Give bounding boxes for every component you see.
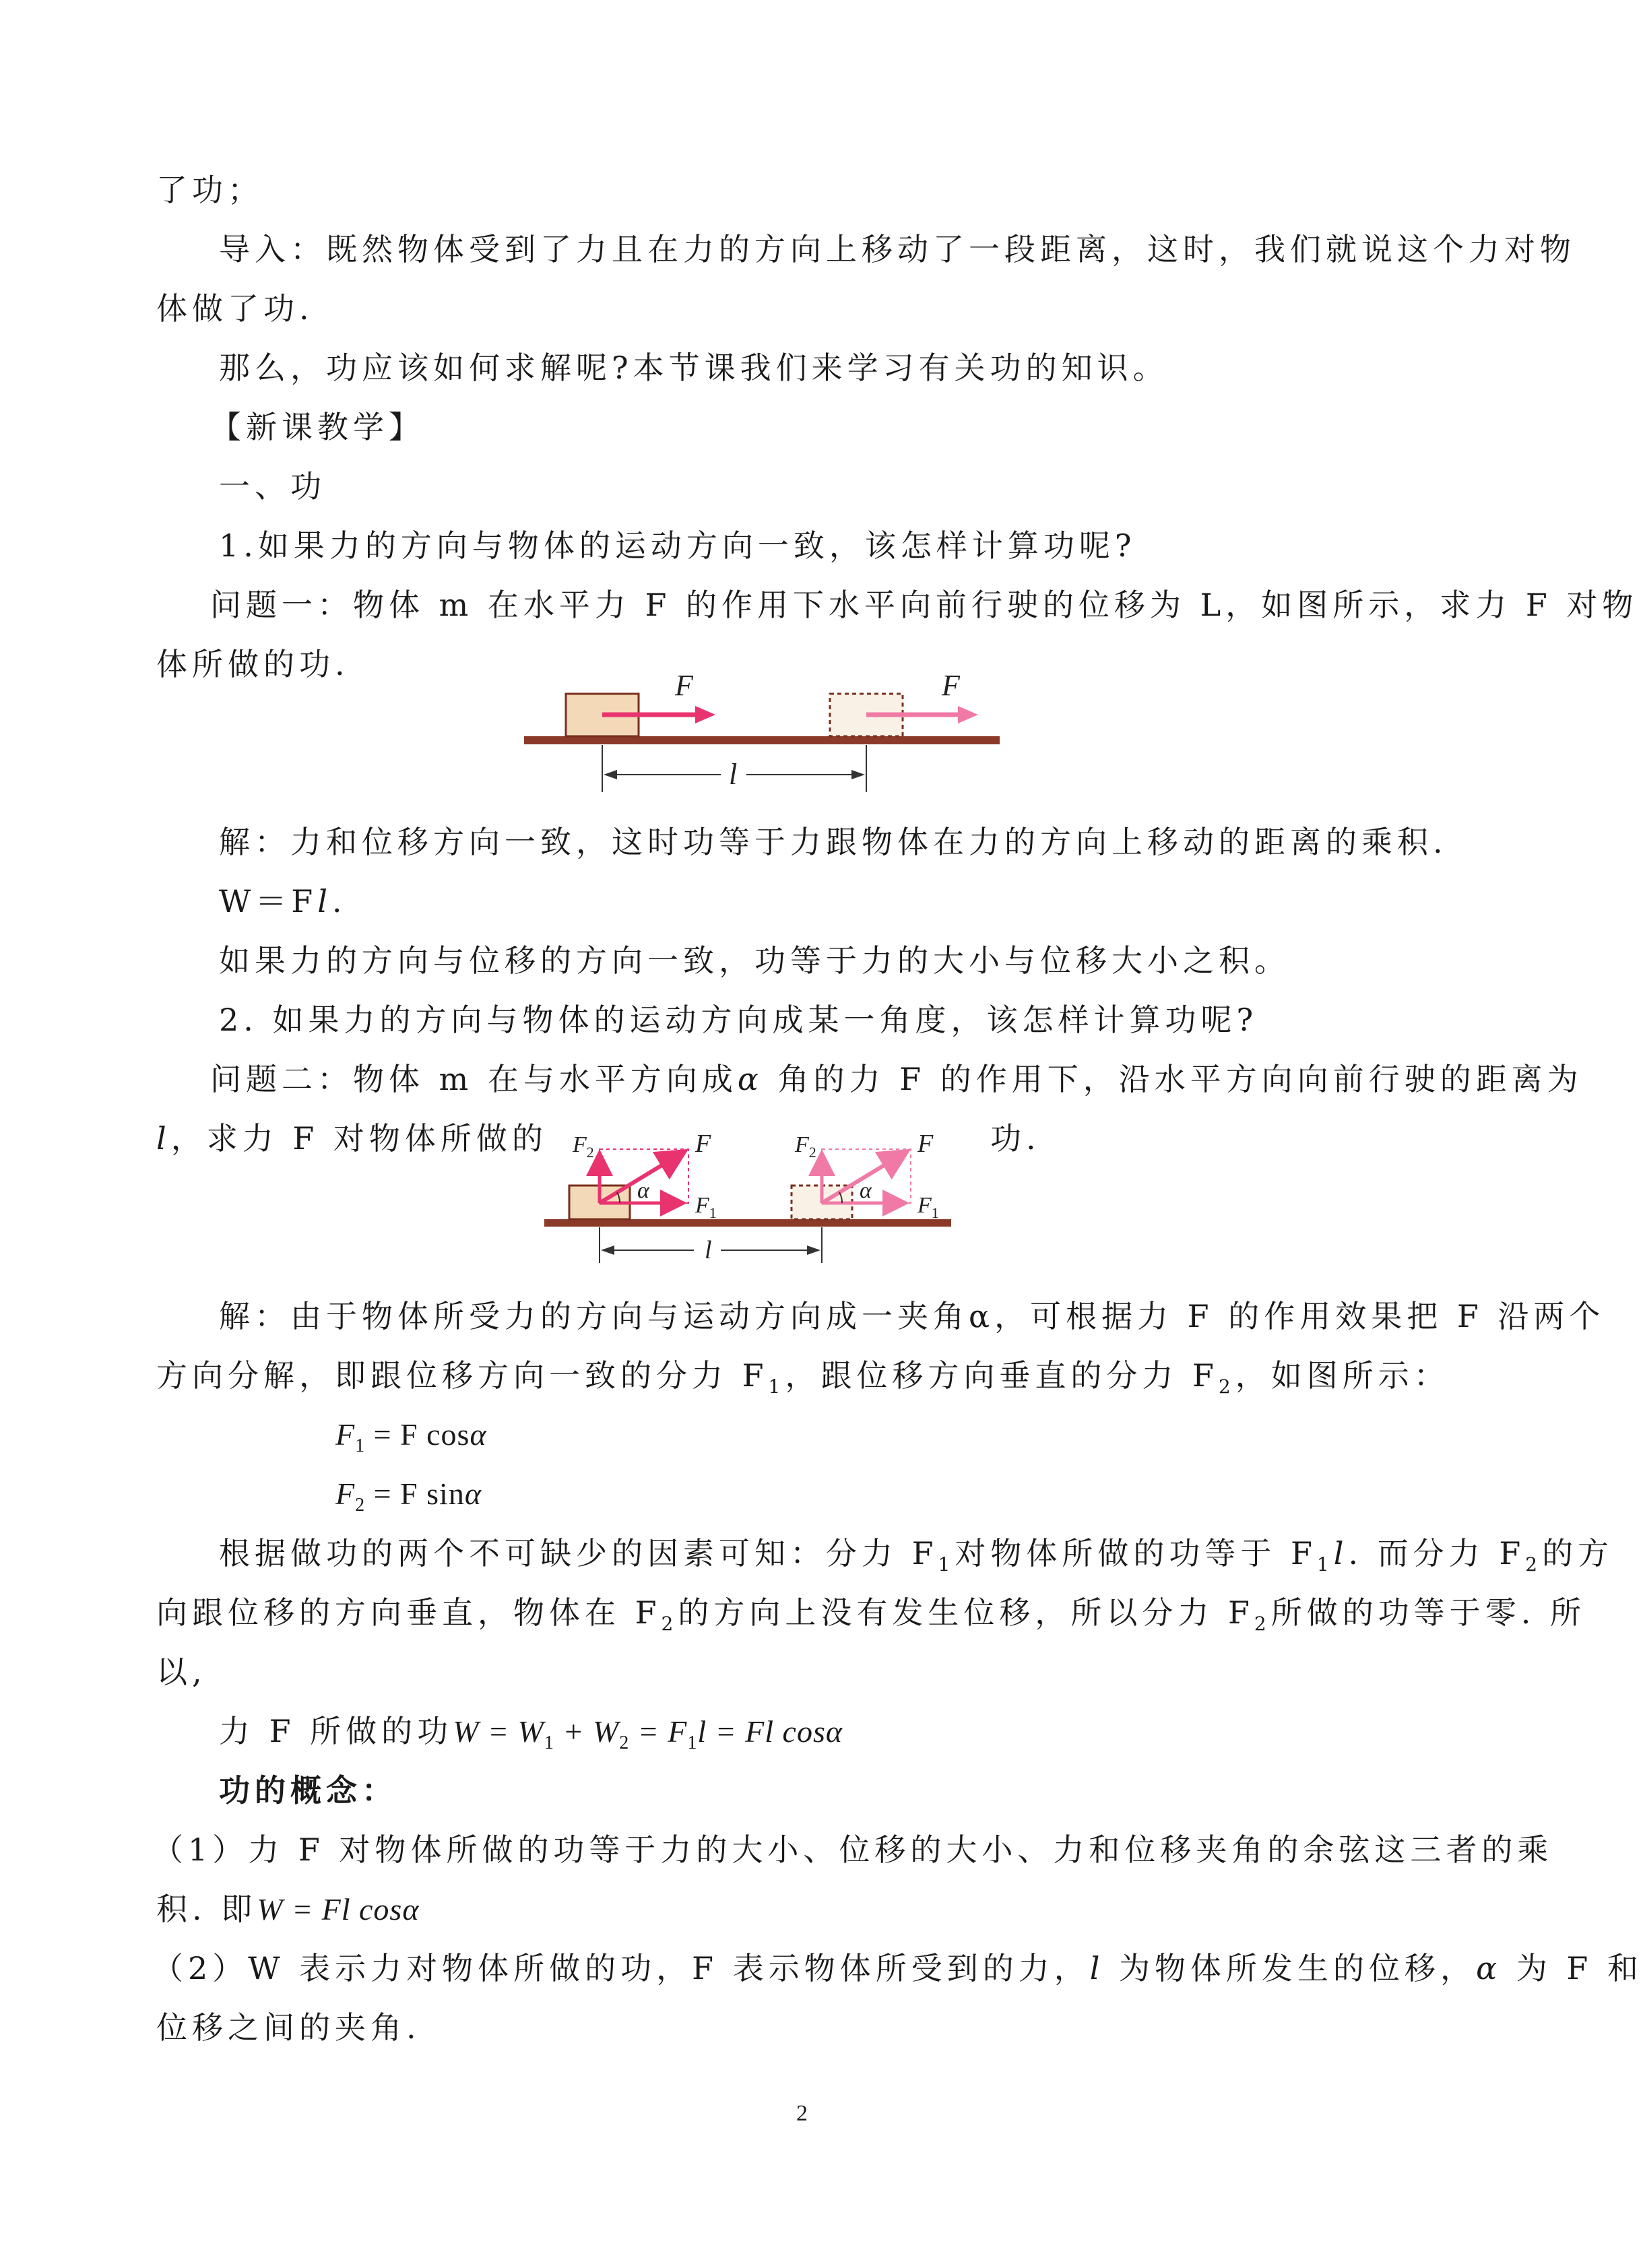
- text-line: 如果力的方向与位移的方向一致，功等于力的大小与位移大小之积。: [219, 942, 1290, 979]
- text-line: 问题一：物体 m 在水平力 F 的作用下水平向前行驶的位移为 L，如图所示，求力 F 对物: [210, 587, 1638, 623]
- text-line: 位移之间的夹角.: [156, 2009, 421, 2046]
- alpha-label-moved: α: [860, 1178, 872, 1203]
- question-two: 问题二：物体 m 在与水平方向成α 角的力 F 的作用下，沿水平方向向前行驶的距离为: [210, 1061, 1583, 1097]
- text-line: 体所做的功.: [156, 646, 350, 682]
- f1-label: $F_1$: [695, 1193, 717, 1221]
- formula-w: W＝Fl.: [219, 883, 347, 919]
- text-line: 那么，功应该如何求解呢?本节课我们来学习有关功的知识。: [219, 350, 1169, 386]
- equation-f2: $F_2 = F$ sinα: [335, 1477, 482, 1516]
- f2-label: $F_2$: [573, 1132, 594, 1161]
- question-two-cont: l，求力 F 对物体所做的: [156, 1120, 548, 1157]
- concept-point-1-cont: 积. 即W = Fl cosα: [156, 1891, 420, 1927]
- force-label-moved: F: [942, 669, 960, 702]
- figure-angled-force: [539, 1118, 957, 1273]
- section-heading: 【新课教学】: [210, 409, 424, 445]
- concept-point-2: （2）W 表示力对物体所做的功，F 表示物体所受到的力，l 为物体所发生的位移，α 为 F 和: [152, 1950, 1643, 1986]
- force-arrow: [695, 706, 715, 723]
- text-line: 2. 如果力的方向与物体的运动方向成某一角度，该怎样计算功呢?: [219, 1002, 1258, 1038]
- text-line: 体做了功.: [156, 290, 314, 327]
- displacement-label: l: [729, 758, 738, 791]
- subsection-heading: 一、功: [219, 468, 326, 505]
- text-line: 了功；: [156, 172, 263, 208]
- force-label: F: [675, 669, 693, 702]
- text-line: 解：由于物体所受力的方向与运动方向成一夹角α，可根据力 F 的作用效果把 F 沿两个: [219, 1298, 1605, 1334]
- page-number: 2: [796, 2101, 808, 2126]
- displacement-label: l: [705, 1236, 712, 1264]
- text-line: 1.如果力的方向与物体的运动方向一致，该怎样计算功呢?: [219, 527, 1136, 564]
- ground: [544, 1219, 951, 1227]
- concept-heading: 功的概念：: [219, 1772, 397, 1809]
- force-label: F: [695, 1130, 711, 1158]
- factor-line: 根据做功的两个不可缺少的因素可知：分力 $F_1$对物体所做的功等于 $F_1l$. 而分力 $F_2$的方: [219, 1535, 1614, 1576]
- ground: [524, 736, 1000, 744]
- alpha-label: α: [637, 1178, 649, 1203]
- direction-line: 向跟位移的方向垂直，物体在 $F_2$的方向上没有发生位移，所以分力 $F_2$所做的功等于零. 所: [156, 1594, 1586, 1635]
- figure-horizontal-force: [519, 667, 1004, 808]
- text-line: 以,: [156, 1654, 207, 1690]
- decomposition-line: 方向分解，即跟位移方向一致的分力 $F_1$，跟位移方向垂直的分力 $F_2$，如图所示：: [156, 1357, 1450, 1398]
- text-line: 解：力和位移方向一致，这时功等于力跟物体在力的方向上移动的距离的乘积.: [219, 824, 1448, 860]
- concept-point-1: （1）力 F 对物体所做的功等于力的大小、位移的大小、力和位移夹角的余弦这三者的乘: [152, 1832, 1553, 1868]
- f2-label-moved: $F_2$: [795, 1132, 816, 1161]
- total-work-line: 力 F 所做的功$W = W_1 + W_2 = F_1l = Fl$ cosα: [219, 1713, 843, 1754]
- equation-f1: $F_1 = F$ cosα: [335, 1417, 487, 1457]
- force-label-moved: F: [917, 1130, 934, 1158]
- text-line: 导入：既然物体受到了力且在力的方向上移动了一段距离，这时，我们就说这个力对物: [219, 231, 1576, 267]
- force-arrow-moved: [958, 706, 978, 723]
- question-two-end: 功.: [990, 1120, 1041, 1157]
- f1-label-moved: $F_1$: [917, 1193, 939, 1221]
